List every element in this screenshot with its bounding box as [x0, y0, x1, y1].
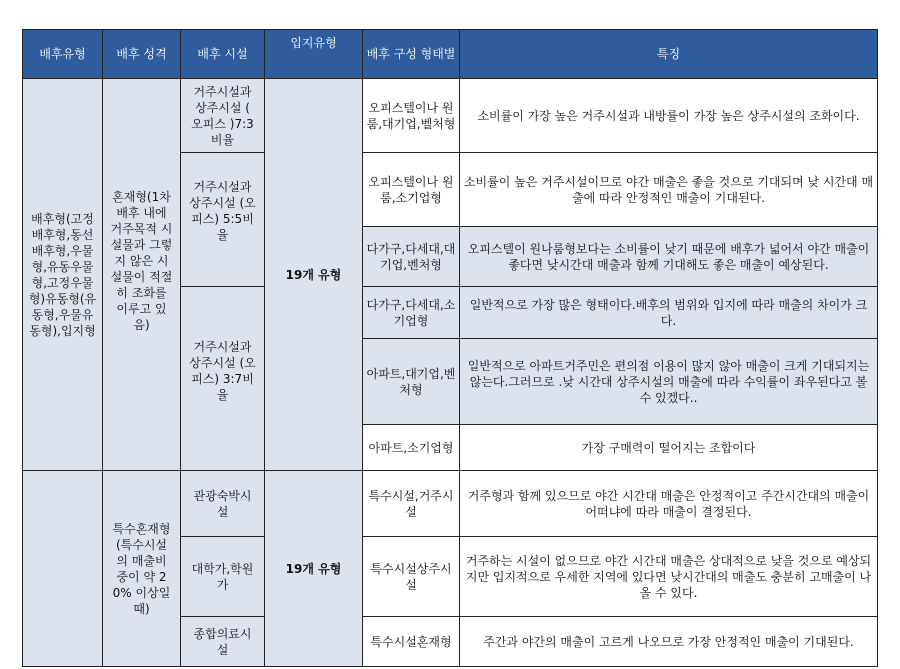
feature-cell: 거주형과 함께 있으므로 야간 시간대 매출은 안정적이고 주간시간대의 매출이 어떠냐에 따라 매출이 결정된다.	[460, 471, 878, 537]
header-cell-location: 입지유형	[265, 30, 363, 79]
composition-cell: 아파트,소기업형	[363, 425, 460, 471]
composition-cell: 아파트,대기업,벤처형	[363, 339, 460, 425]
facility-cell: 거주시설과 상주시설 ( 오피스 )7:3비율	[181, 79, 265, 153]
header-cell-type: 배후유형	[23, 30, 103, 79]
composition-cell: 다가구,다세대,대기업,벤처형	[363, 227, 460, 287]
header-row	[23, 30, 878, 79]
commercial-area-type-table	[22, 29, 878, 667]
composition-cell: 다가구,다세대,소기업형	[363, 287, 460, 339]
feature-cell: 오피스텔이 원나룸형보다는 소비률이 낮기 때문에 배후가 넓어서 야간 매출이 좋다면 낮시간대 매출과 함께 기대해도 좋은 매출이 예상된다.	[460, 227, 878, 287]
header-cell-nature: 배후 성격	[103, 30, 181, 79]
feature-cell: 거주하는 시설이 없으므로 야간 시간대 매출은 상대적으로 낮을 것으로 예상되지만 입지적으로 우세한 지역에 있다면 낮시간대의 매출도 충분히 고매출이 나올 수 있다.	[460, 537, 878, 617]
location-type-cell: 19개 유형	[265, 471, 363, 667]
feature-cell: 가장 구매력이 떨어지는 조합이다	[460, 425, 878, 471]
facility-cell: 거주시설과 상주시설 (오피스) 3:7비율	[181, 287, 265, 471]
feature-cell: 주간과 야간의 매출이 고르게 나오므로 가장 안정적인 매출이 기대된다.	[460, 617, 878, 667]
facility-cell: 대학가,학원가	[181, 537, 265, 617]
facility-cell: 거주시설과 상주시설 (오피스) 5:5비율	[181, 153, 265, 287]
table-row	[23, 79, 878, 153]
back-nature-cell: 특수혼재형(특수시설의 매출비중이 약 20% 이상일 때)	[103, 471, 181, 667]
feature-cell: 소비률이 가장 높은 거주시설과 내방률이 가장 높은 상주시설의 조화이다.	[460, 79, 878, 153]
composition-cell: 오피스텔이나 원룸,대기업,벨처형	[363, 79, 460, 153]
back-type-cell: 배후형(고정배후형,동선배후형,우물형,유동우물형,고정우물형)유동형(유동형,우물유동형),입지형	[23, 79, 103, 471]
location-type-cell: 19개 유형	[265, 79, 363, 471]
composition-cell: 특수시설상주시설	[363, 537, 460, 617]
header-cell-feature: 특징	[460, 30, 878, 79]
header-cell-composition: 배후 구성 형태별	[363, 30, 460, 79]
back-nature-cell: 혼재형(1차 배후 내에 거주목적 시설물과 그렇지 않은 시설물이 적절히 조화를 이루고 있음)	[103, 79, 181, 471]
composition-cell: 특수시설,거주시설	[363, 471, 460, 537]
feature-cell: 일반적으로 가장 많은 형태이다.배후의 범위와 입지에 따라 매출의 차이가 크다.	[460, 287, 878, 339]
facility-cell: 종합의료시설	[181, 617, 265, 667]
feature-cell: 일반적으로 아파트거주민은 편의점 이용이 많지 않아 매출이 크게 기대되지는 않는다.그러므로 .낮 시간대 상주시설의 매출에 따라 수익률이 좌우된다고 볼 수 있겠다..	[460, 339, 878, 425]
table-row	[23, 471, 878, 537]
facility-cell: 관광숙박시설	[181, 471, 265, 537]
composition-cell: 특수시설혼재형	[363, 617, 460, 667]
back-type-cell-continued	[23, 471, 103, 667]
header-cell-facility: 배후 시설	[181, 30, 265, 79]
feature-cell: 소비률이 높은 거주시설이므로 야간 매출은 좋을 것으로 기대되며 낮 시간대 매출에 따라 안정적인 매출이 기대된다.	[460, 153, 878, 227]
comparison-table-wrapper	[22, 29, 878, 667]
composition-cell: 오피스텔이나 원룸,소기업형	[363, 153, 460, 227]
